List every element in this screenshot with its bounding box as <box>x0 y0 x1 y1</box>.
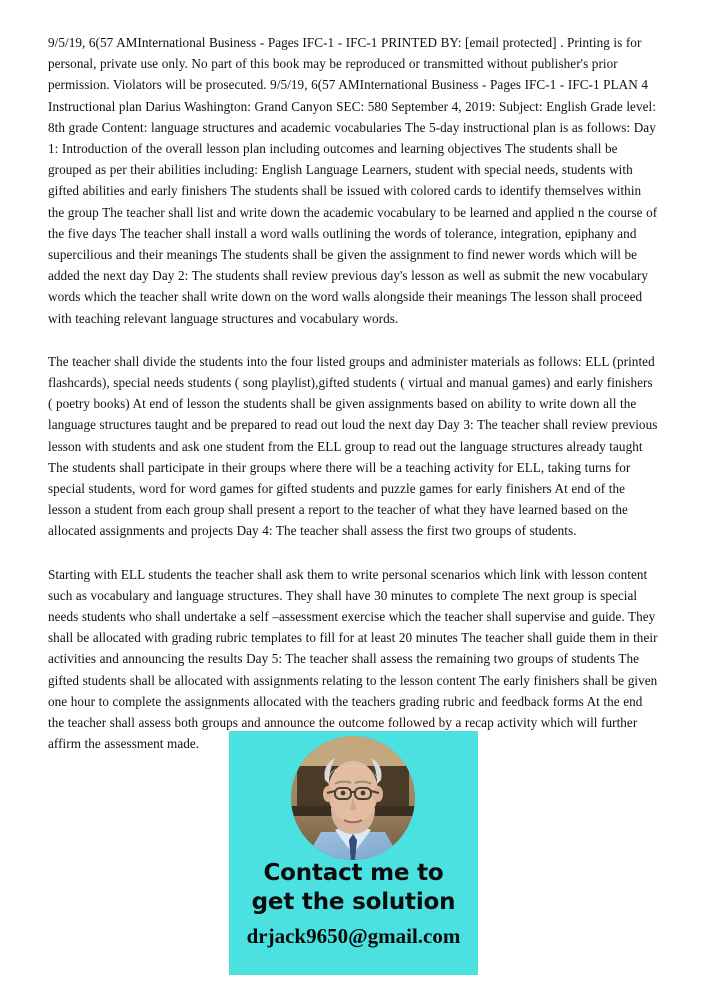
contact-promo-overlay[interactable] <box>229 731 478 975</box>
document-text-body <box>48 32 660 755</box>
document-paragraph: Starting with ELL students the teacher shall ask them to write personal scenarios which link with lesson content such as vocabulary and language structures. They shall have 30 minutes to complete The next group is special needs students who shall undertake a self –assessment exercise which the teacher shall supervise and guide. They shall be allocated with grading rubric templates to fill for at least 20 minutes The teacher shall guide them in their activities and announcing the results Day 5: The teacher shall assess the remaining two groups of students The gifted students shall be allocated with assignments relating to the lesson content The early finishers shall be given one hour to complete the assignments allocated with the teachers grading rubric and feedback forms At the end the teacher shall assess both groups and announce the outcome followed by a recap activity which will further affirm the assessment made. <box>48 566 658 752</box>
promo-heading <box>229 859 478 917</box>
promo-email-address[interactable]: drjack9650@gmail.com <box>246 924 461 948</box>
document-paragraph: The teacher shall divide the students into the four listed groups and administer materials as follows: ELL (printed flashcards), special needs students ( song playlist),gifted students ( virtual and manual games) and early finishers ( poetry books) At end of lesson the students shall be given assignments based on ability to write down all the language structures taught and be prepared to read out loud the next day Day 3: The teacher shall review previous lesson with students and ask one student from the ELL group to read out the language structures already taught The students shall participate in their groups where there will be a teaching activity for ELL, taking turns for special students, word for word games for gifted students and puzzle games for early finishers At end of the lesson a student from each group shall present a report to the teacher of what they have learned based on the allocated assignments and projects Day 4: The teacher shall assess the first two groups of students. <box>48 353 658 539</box>
promo-heading-line-2: get the solution <box>251 889 456 915</box>
document-paragraph: 9/5/19, 6(57 AMInternational Business - Pages IFC-1 - IFC-1 PRINTED BY: [email protected] . Printing is for personal, private use only. No part of this book may be reproduced or transmitted without publisher's prior permission. Violators will be prosecuted. 9/5/19, 6(57 AMInternational Business - Pages IFC-1 - IFC-1 PLAN 4 Instructional plan Darius Washington: Grand Canyon SEC: 580 September 4, 2019: Subject: English Grade level: 8th grade Content: language structures and academic vocabularies The 5-day instructional plan is as follows: Day 1: Introduction of the overall lesson plan including outcomes and learning objectives The students shall be grouped as per their abilities including: English Language Learners, student with special needs, students with gifted abilities and early finishers The students shall be issued with colored cards to identify themselves within the group The teacher shall list and write down the academic vocabulary to be learned and applied n the course of the five days The teacher shall install a word walls outlining the words of tolerance, integration, epiphany and supercilious and their meanings The students shall be given the assignment to find newer words which will be added the next day Day 2: The students shall review previous day's lesson as well as submit the new vocabulary words which the teacher shall write down on the word walls alongside their meanings The lesson shall proceed with teaching relevant language structures and vocabulary words. <box>48 35 658 326</box>
avatar <box>291 736 415 860</box>
promo-heading-line-1: Contact me to <box>263 860 444 886</box>
